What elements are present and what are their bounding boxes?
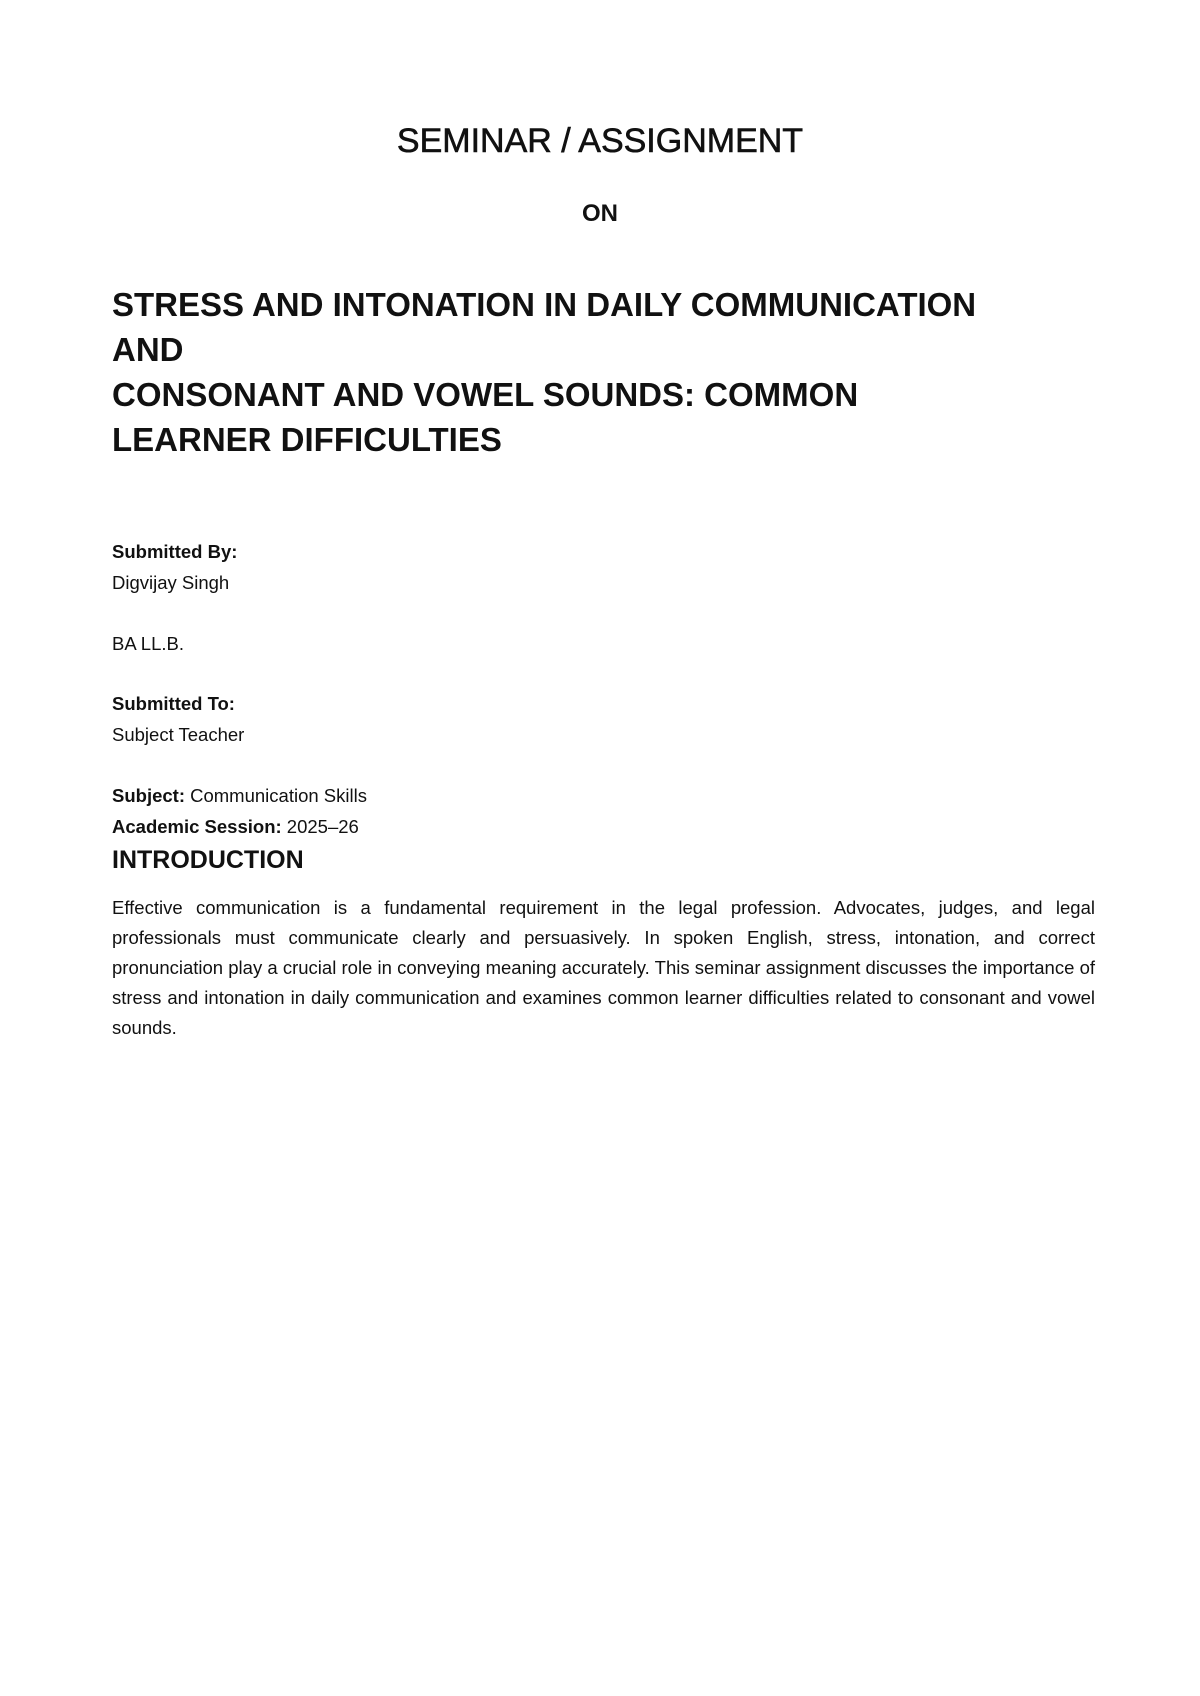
topic-line-2: AND xyxy=(112,331,184,368)
submitted-by-label-text: Submitted By: xyxy=(112,541,238,562)
topic-line-1: STRESS AND INTONATION IN DAILY COMMUNICATION xyxy=(112,286,977,323)
submitted-to-label xyxy=(112,692,1012,716)
topic-line-3: CONSONANT AND VOWEL SOUNDS: COMMON xyxy=(112,376,859,413)
course-name: BA LL.B. xyxy=(112,633,184,654)
submitted-by-label xyxy=(112,540,1012,564)
session-line xyxy=(112,815,1012,839)
submitted-by-name: Digvijay Singh xyxy=(112,572,230,593)
submitted-to-label-text: Submitted To: xyxy=(112,693,235,714)
introduction-heading: INTRODUCTION xyxy=(112,846,304,874)
session-value: 2025–26 xyxy=(286,816,359,837)
submitted-to-value: Subject Teacher xyxy=(112,724,245,745)
topic-title xyxy=(112,282,1102,462)
document-title: SEMINAR / ASSIGNMENT xyxy=(396,122,804,160)
subject-value: Communication Skills xyxy=(190,785,367,806)
session-label: Academic Session: xyxy=(112,816,282,837)
topic-line-4: LEARNER DIFFICULTIES xyxy=(112,421,502,458)
subject-label: Subject: xyxy=(112,785,185,806)
introduction-paragraph: Effective communication is a fundamental requirement in the legal profession. Advocates, judges, and legal professionals must communicate clearly and persuasively. In spoken English, stress, intonation, and correct pronunciation play a crucial role in conveying meaning accurately. This seminar assignment discusses the importance of stress and intonation in daily communication and examines common learner difficulties related to consonant and vowel sounds. xyxy=(112,897,1095,1038)
on-label: ON xyxy=(582,200,618,227)
subject-line xyxy=(112,784,1012,808)
